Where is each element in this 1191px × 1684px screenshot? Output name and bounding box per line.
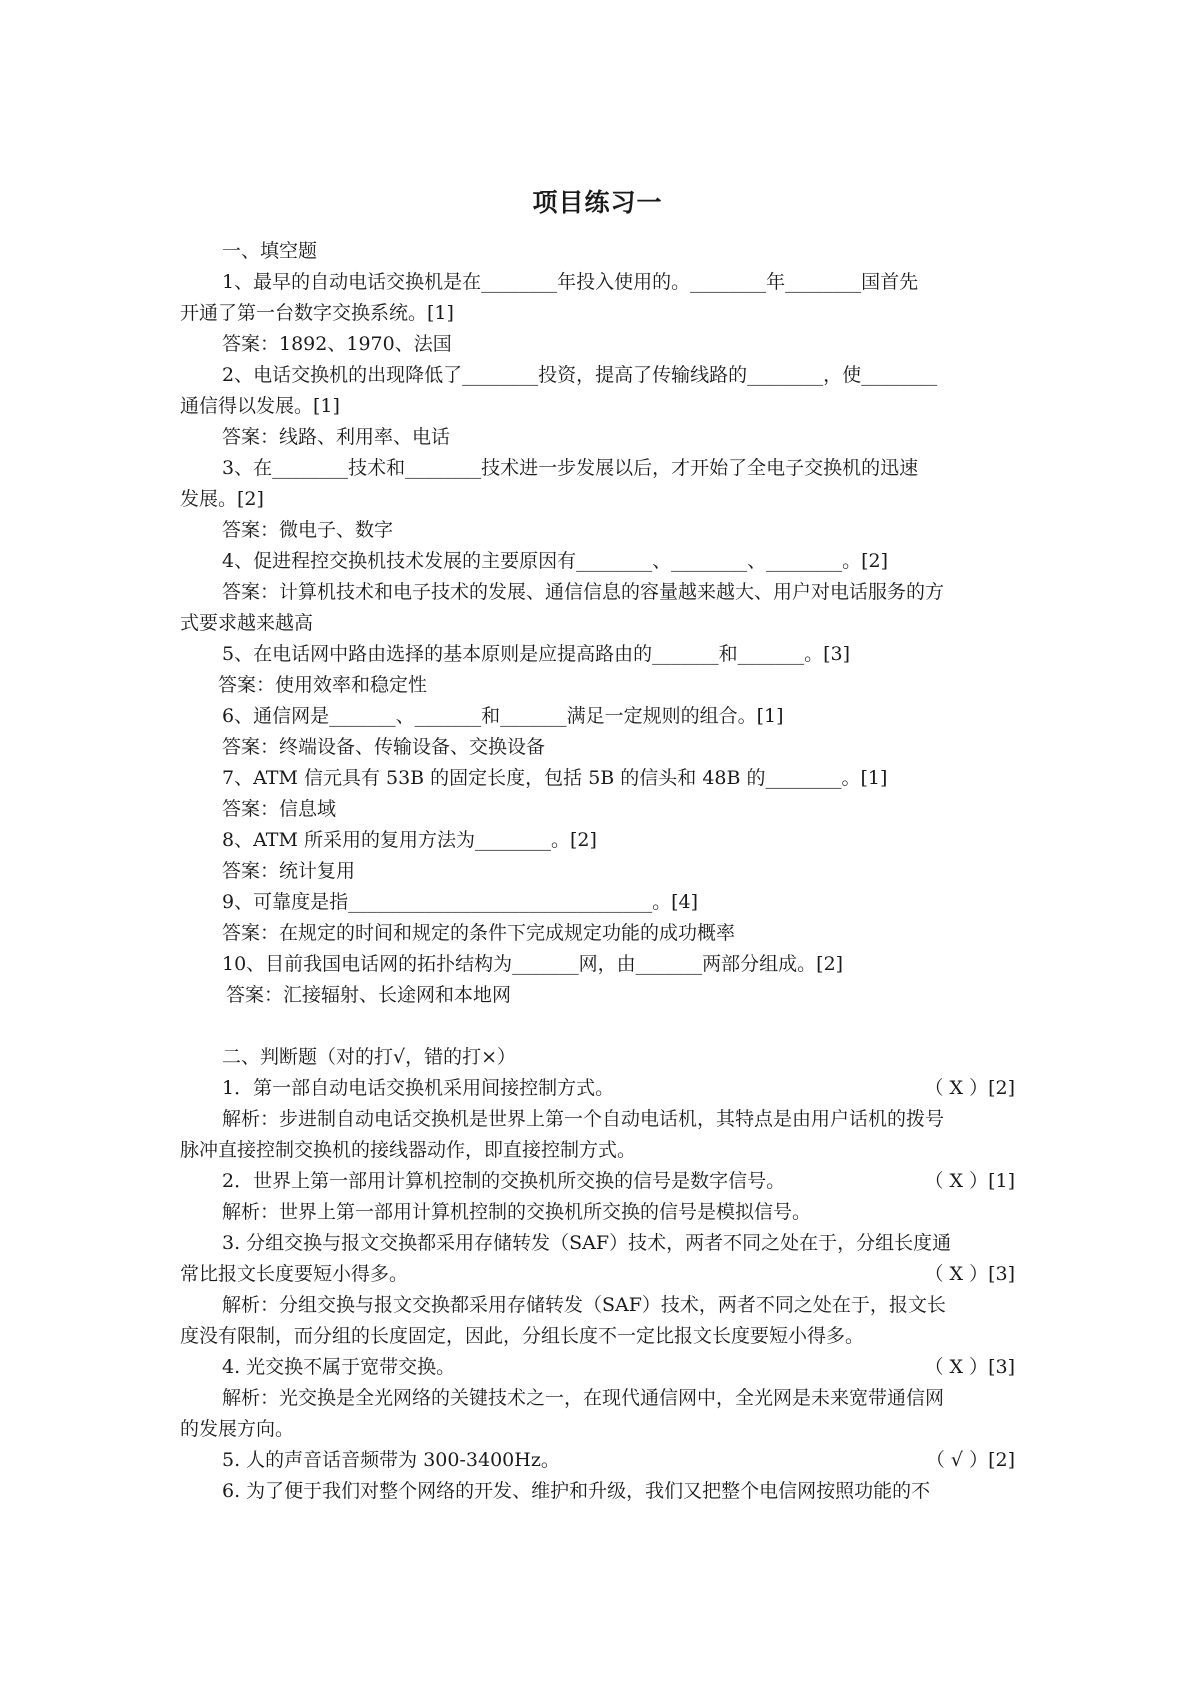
answer-text: 答案：统计复用 [222,860,356,882]
question-text: 3. 分组交换与报文交换都采用存储转发（SAF）技术，两者不同之处在于，分组长度通 [222,1232,952,1254]
question-text-continued: 发展。[2] [180,488,264,510]
page-title: 项目练习一 [532,188,663,217]
judgement-mark: （ X ）[2] [924,1077,1015,1099]
question-text: 7、ATM 信元具有 53B 的固定长度，包括 5B 的信头和 48B 的________。[1] [222,767,888,789]
question-text-continued [180,1259,1015,1290]
answer-text-continued: 式要求越来越高 [180,612,314,634]
spacer [180,1011,1015,1042]
answer-text: 答案：计算机技术和电子技术的发展、通信信息的容量越来越大、用户对电话服务的方 [222,581,945,603]
answer-text: 答案：微电子、数字 [222,519,394,541]
explanation-text-continued: 的发展方向。 [180,1418,295,1440]
question-text: 6. 为了便于我们对整个网络的开发、维护和升级，我们又把整个电信网按照功能的不 [222,1480,931,1502]
document-body [180,236,1015,1507]
explanation-text-continued: 度没有限制，而分组的长度固定，因此，分组长度不一定比报文长度要短小得多。 [180,1325,865,1347]
judgement-mark: （ X ）[3] [924,1263,1015,1285]
question-text: 4、促进程控交换机技术发展的主要原因有________、________、________。[2] [222,550,889,572]
judgement-mark: （ X ）[3] [924,1356,1015,1378]
answer-text: 答案：1892、1970、法国 [222,333,452,355]
question-text: 5、在电话网中路由选择的基本原则是应提高路由的_______和_______。[3] [222,643,851,665]
answer-text: 答案：信息域 [222,798,337,820]
section-heading-fill-blank: 一、填空题 [222,240,318,262]
answer-text: 答案：线路、利用率、电话 [222,426,451,448]
question-text-continued: 开通了第一台数字交换系统。[1] [180,302,454,324]
section-heading-true-false: 二、判断题（对的打√，错的打×） [222,1046,517,1068]
question-text [180,1445,1015,1476]
question-text [180,1352,1015,1383]
question-text: 1、最早的自动电话交换机是在________年投入使用的。________年________国首先 [222,271,919,293]
question-text: 9、可靠度是指________________________________。[4] [222,891,699,913]
answer-text: 答案：汇接辐射、长途网和本地网 [226,984,512,1006]
question-statement: 1．第一部自动电话交换机采用间接控制方式。 [222,1077,615,1099]
judgement-mark: （ √ ）[2] [925,1449,1015,1471]
question-text [180,1166,1015,1197]
explanation-text: 解析：世界上第一部用计算机控制的交换机所交换的信号是模拟信号。 [222,1201,812,1223]
question-statement: 2．世界上第一部用计算机控制的交换机所交换的信号是数字信号。 [222,1170,786,1192]
answer-text: 答案：在规定的时间和规定的条件下完成规定功能的成功概率 [222,922,736,944]
question-text: 3、在________技术和________技术进一步发展以后，才开始了全电子交换机的迅速 [222,457,919,479]
explanation-text: 解析：分组交换与报文交换都采用存储转发（SAF）技术，两者不同之处在于，报文长 [222,1294,946,1316]
question-statement: 5. 人的声音话音频带为 300-3400Hz。 [222,1449,560,1471]
question-text [180,1073,1015,1104]
question-text: 2、电话交换机的出现降低了________投资，提高了传输线路的________，使________ [222,364,938,386]
explanation-text: 解析：步进制自动电话交换机是世界上第一个自动电话机，其特点是由用户话机的拨号 [222,1108,945,1130]
question-text: 8、ATM 所采用的复用方法为________。[2] [222,829,597,851]
answer-text: 答案：终端设备、传输设备、交换设备 [222,736,546,758]
explanation-text: 解析：光交换是全光网络的关键技术之一，在现代通信网中，全光网是未来宽带通信网 [222,1387,945,1409]
question-text: 10、目前我国电话网的拓扑结构为_______网，由_______两部分组成。[2] [222,953,844,975]
judgement-mark: （ X ）[1] [924,1170,1015,1192]
question-statement: 常比报文长度要短小得多。 [180,1263,409,1285]
question-text: 6、通信网是_______、_______和_______满足一定规则的组合。[1] [222,705,784,727]
explanation-text-continued: 脉冲直接控制交换机的接线器动作，即直接控制方式。 [180,1139,637,1161]
question-text-continued: 通信得以发展。[1] [180,395,340,417]
answer-text: 答案：使用效率和稳定性 [218,674,428,696]
question-statement: 4. 光交换不属于宽带交换。 [222,1356,456,1378]
